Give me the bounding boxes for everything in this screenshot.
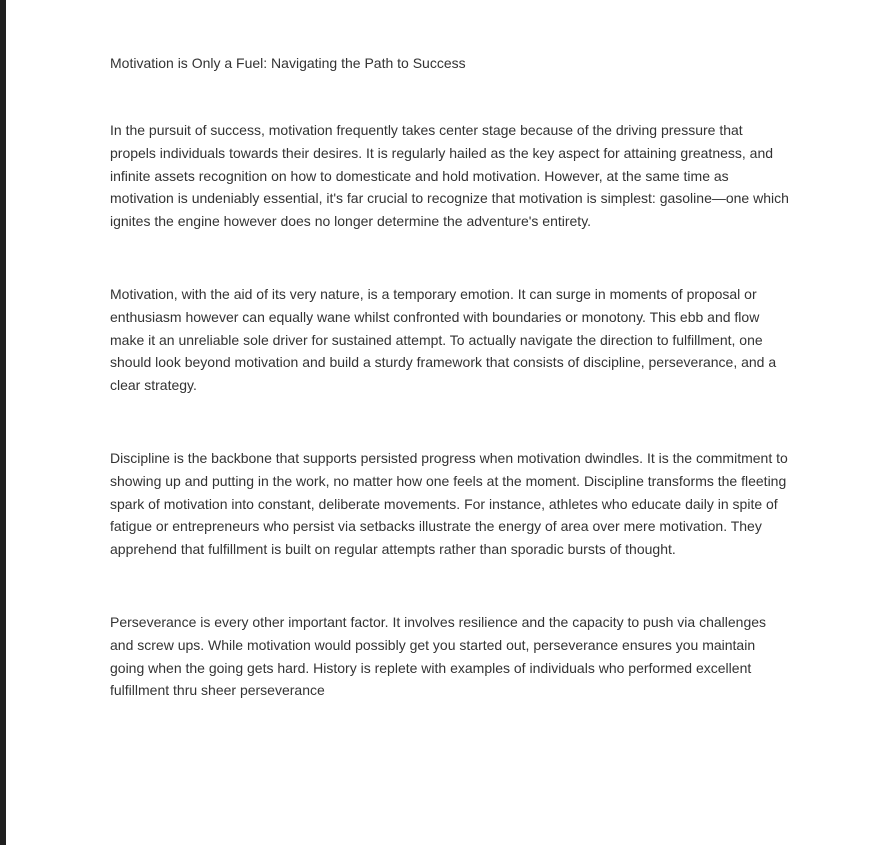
paragraph-intro: In the pursuit of success, motivation frequently takes center stage because of the driving pressure that propels individuals towards their desires. It is regularly hailed as the key aspect for attaining greatness, and infinite assets recognition on how to domesticate and hold motivation. However, at the same time as motivation is undeniably essential, it's far crucial to recognize that motivation is simplest: gasoline—one which ignites the engine however does no longer determine the adventure's entirety. (110, 122, 789, 230)
document-title: Motivation is Only a Fuel: Navigating the Path to Success (110, 55, 466, 71)
paragraph-discipline: Discipline is the backbone that supports persisted progress when motivation dwindles. It is the commitment to showing up and putting in the work, no matter how one feels at the moment. Discipline transforms the fleeting spark of motivation into constant, deliberate movements. For instance, athletes who educate daily in spite of fatigue or entrepreneurs who persist via setbacks illustrate the energy of area over mere motivation. They apprehend that fulfillment is built on regular attempts rather than sporadic bursts of thought. (110, 449, 788, 558)
window-left-edge (0, 0, 6, 845)
document-page (110, 52, 792, 752)
paragraph-perseverance: Perseverance is every other important factor. It involves resilience and the capacity to push via challenges and screw ups. While motivation would possibly get you started out, perseverance ensures you maintain going when the going gets hard. History is replete with examples of individuals who performed excellent fulfillment thru sheer perseverance (110, 613, 767, 699)
paragraph-motivation-nature: Motivation, with the aid of its very nature, is a temporary emotion. It can surge in moments of proposal or enthusiasm however can equally wane whilst confronted with boundaries or monotony. This ebb and flow make it an unreliable sole driver for sustained attempt. To actually navigate the direction to fulfillment, one should look beyond motivation and build a sturdy framework that consists of discipline, perseverance, and a clear strategy. (110, 285, 777, 394)
